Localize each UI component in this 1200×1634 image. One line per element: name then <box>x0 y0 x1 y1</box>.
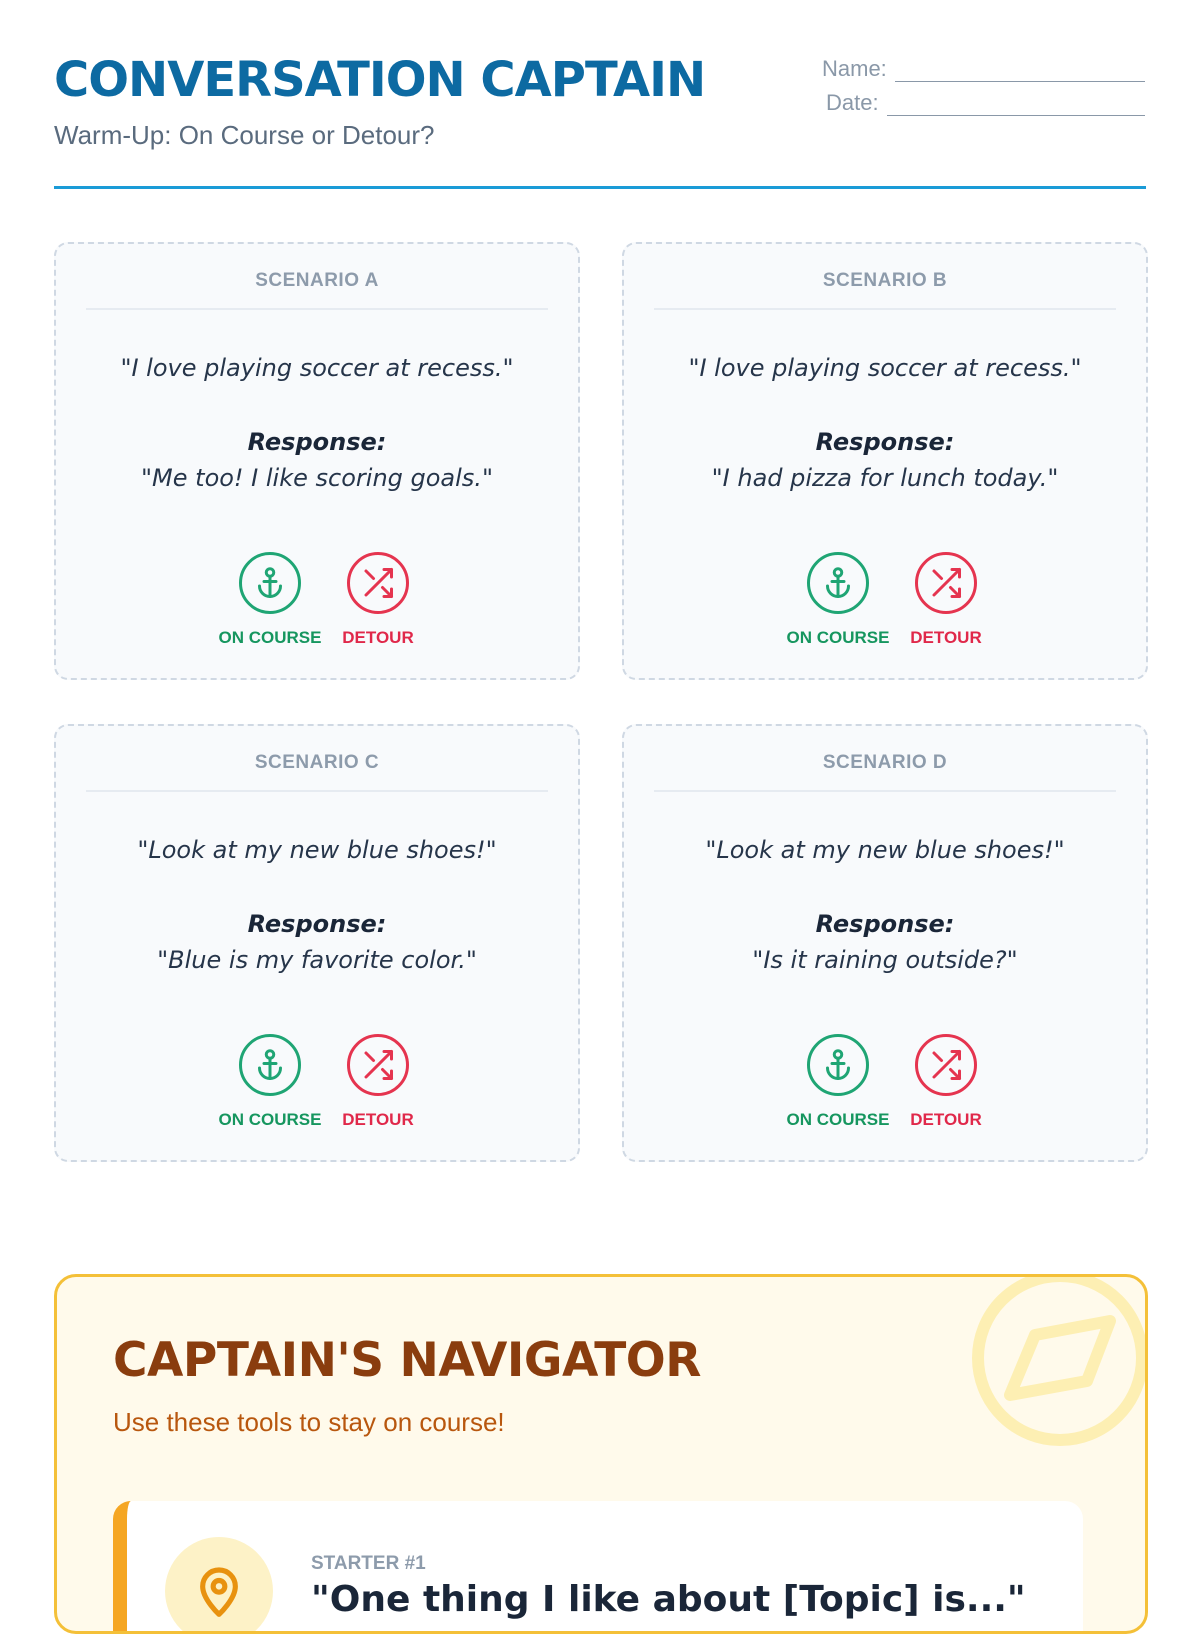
detour-option[interactable] <box>886 1034 1006 1130</box>
scenario-prompt: "Look at my new blue shoes!" <box>137 836 497 864</box>
name-field[interactable] <box>822 56 1145 82</box>
on-course-label: ON COURSE <box>218 628 322 647</box>
shuffle-icon[interactable] <box>347 552 409 614</box>
on-course-label: ON COURSE <box>786 628 890 647</box>
date-field[interactable] <box>826 90 1145 116</box>
scenario-card-d <box>622 724 1148 1162</box>
detour-label: DETOUR <box>342 628 414 647</box>
detour-option[interactable] <box>886 552 1006 648</box>
response-label: Response: <box>247 428 387 456</box>
anchor-icon[interactable] <box>239 1034 301 1096</box>
response-label: Response: <box>815 910 955 938</box>
shuffle-icon[interactable] <box>915 552 977 614</box>
worksheet-header <box>54 0 1146 189</box>
scenario-card-b <box>622 242 1148 680</box>
shuffle-icon[interactable] <box>347 1034 409 1096</box>
shuffle-icon[interactable] <box>915 1034 977 1096</box>
response-label: Response: <box>247 910 387 938</box>
compass-icon <box>965 1274 1148 1468</box>
response-text: "Is it raining outside?" <box>752 946 1018 974</box>
captains-navigator-panel <box>54 1274 1148 1634</box>
on-course-label: ON COURSE <box>786 1110 890 1129</box>
anchor-icon[interactable] <box>239 552 301 614</box>
page-title: CONVERSATION CAPTAIN <box>54 52 706 108</box>
detour-label: DETOUR <box>342 1110 414 1129</box>
on-course-option[interactable] <box>210 552 330 648</box>
on-course-option[interactable] <box>210 1034 330 1130</box>
scenario-label: SCENARIO D <box>654 752 1116 792</box>
anchor-icon[interactable] <box>807 1034 869 1096</box>
starter-text: "One thing I like about [Topic] is..." <box>311 1579 1026 1620</box>
scenario-label: SCENARIO C <box>86 752 548 792</box>
date-input-line[interactable] <box>887 95 1145 116</box>
scenario-label: SCENARIO B <box>654 270 1116 310</box>
scenario-prompt: "Look at my new blue shoes!" <box>705 836 1065 864</box>
location-pin-icon <box>165 1537 273 1634</box>
scenario-card-a <box>54 242 580 680</box>
response-label: Response: <box>815 428 955 456</box>
name-label: Name: <box>822 56 887 81</box>
on-course-label: ON COURSE <box>218 1110 322 1129</box>
starter-card <box>113 1501 1083 1634</box>
detour-option[interactable] <box>318 1034 438 1130</box>
date-label: Date: <box>826 90 879 115</box>
name-input-line[interactable] <box>895 61 1145 82</box>
starter-label: STARTER #1 <box>311 1553 426 1574</box>
on-course-option[interactable] <box>778 552 898 648</box>
page-subtitle: Warm-Up: On Course or Detour? <box>54 120 435 150</box>
detour-label: DETOUR <box>910 1110 982 1129</box>
navigator-subtitle: Use these tools to stay on course! <box>113 1407 505 1437</box>
on-course-option[interactable] <box>778 1034 898 1130</box>
response-text: "Me too! I like scoring goals." <box>141 464 493 492</box>
scenario-prompt: "I love playing soccer at recess." <box>688 354 1082 382</box>
scenario-prompt: "I love playing soccer at recess." <box>120 354 514 382</box>
detour-label: DETOUR <box>910 628 982 647</box>
detour-option[interactable] <box>318 552 438 648</box>
scenario-card-c <box>54 724 580 1162</box>
anchor-icon[interactable] <box>807 552 869 614</box>
scenario-label: SCENARIO A <box>86 270 548 310</box>
navigator-title: CAPTAIN'S NAVIGATOR <box>113 1333 701 1388</box>
response-text: "I had pizza for lunch today." <box>711 464 1059 492</box>
response-text: "Blue is my favorite color." <box>157 946 477 974</box>
